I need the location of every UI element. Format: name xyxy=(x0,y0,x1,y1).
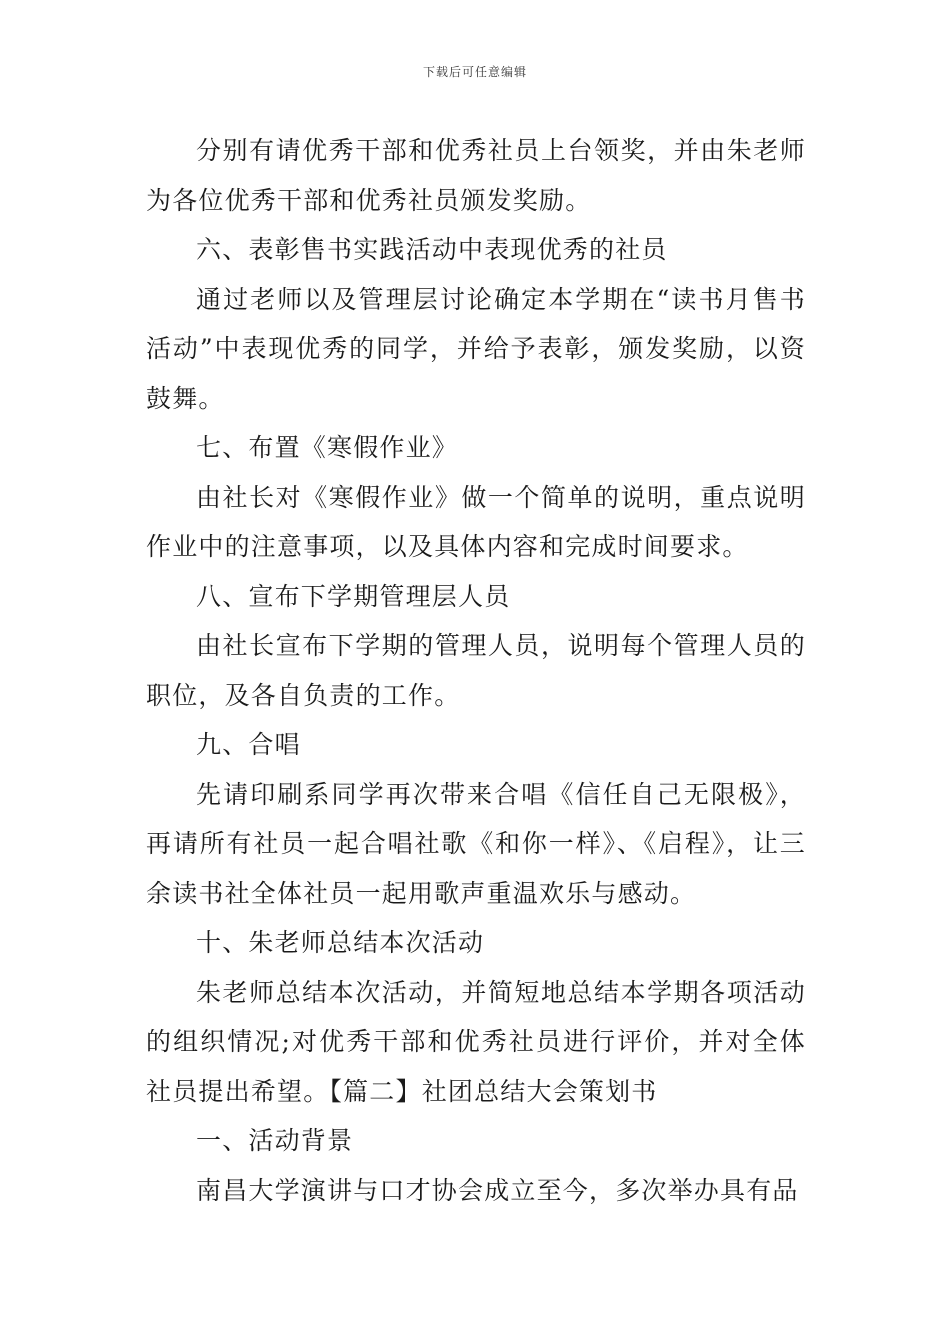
section-heading-background: 一、活动背景 xyxy=(196,1126,354,1155)
section-heading-7: 七、布置《寒假作业》 xyxy=(196,433,459,462)
paragraph-management-announcement: 由社长宣布下学期的管理人员，说明每个管理人员的职位，及各自负责的工作。 xyxy=(146,631,806,710)
paragraph-book-sale-award: 通过老师以及管理层讨论确定本学期在“读书月售书活动”中表现优秀的同学，并给予表彰，颁发奖励，以资鼓舞。 xyxy=(146,284,806,413)
paragraph-award-ceremony: 分别有请优秀干部和优秀社员上台领奖，并由朱老师为各位优秀干部和优秀社员颁发奖励。 xyxy=(146,136,806,215)
section-heading-10: 十、朱老师总结本次活动 xyxy=(196,928,485,957)
document-body xyxy=(146,126,806,1215)
page-header: 下载后可任意编辑 xyxy=(422,65,527,79)
paragraph-teacher-summary: 朱老师总结本次活动，并简短地总结本学期各项活动的组织情况;对优秀干部和优秀社员进行评价，并对全体社员提出希望。【篇二】社团总结大会策划书 xyxy=(146,977,806,1106)
paragraph-winter-homework: 由社长对《寒假作业》做一个简单的说明，重点说明作业中的注意事项，以及具体内容和完成时间要求。 xyxy=(146,482,806,561)
paragraph-background: 南昌大学演讲与口才协会成立至今，多次举办具有品 xyxy=(196,1175,799,1205)
section-heading-8: 八、宣布下学期管理层人员 xyxy=(196,581,511,611)
section-heading-6: 六、表彰售书实践活动中表现优秀的社员 xyxy=(196,235,668,264)
section-heading-9: 九、合唱 xyxy=(196,730,301,759)
paragraph-chorus: 先请印刷系同学再次带来合唱《信任自己无限极》，再请所有社员一起合唱社歌《和你一样》、《启程》，让三余读书社全体社员一起用歌声重温欢乐与感动。 xyxy=(146,779,806,908)
